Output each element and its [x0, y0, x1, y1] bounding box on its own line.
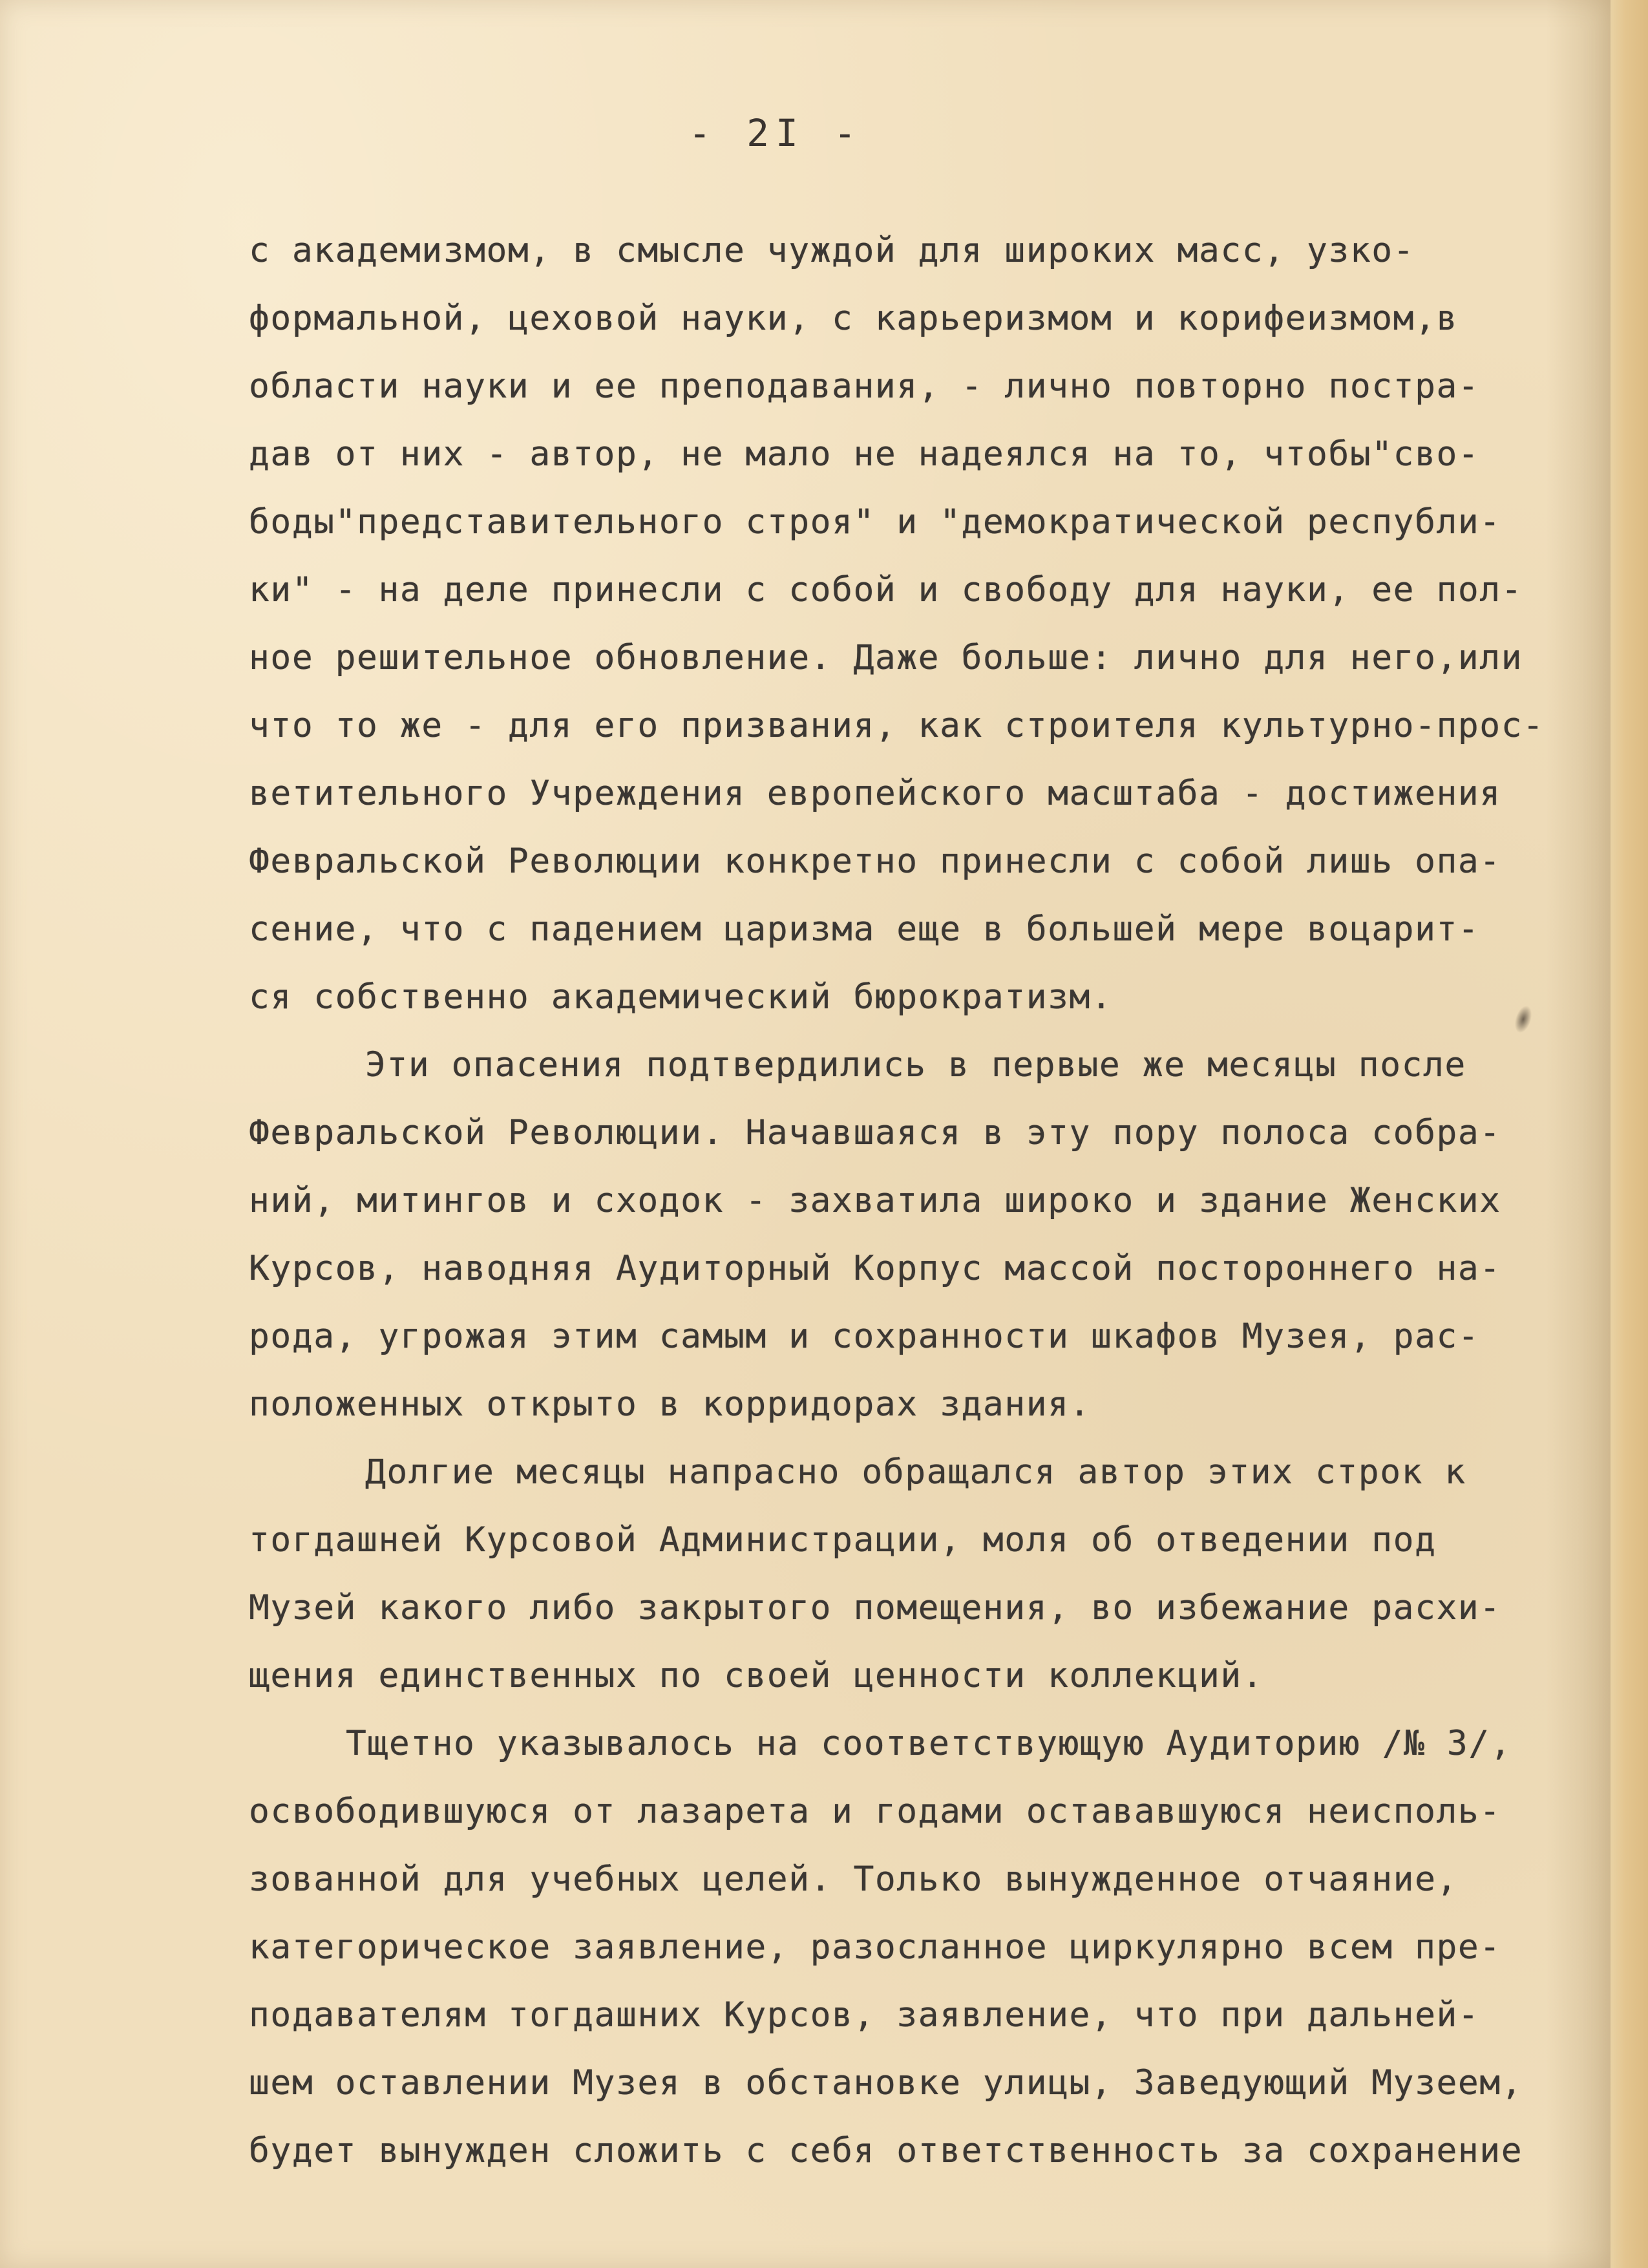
text-line: боды"представительного строя" и "демократической республи-	[249, 502, 1501, 542]
text-line: тогдашней Курсовой Администрации, моля об отведении под	[249, 1520, 1437, 1560]
text-line: ветительного Учреждения европейского масштаба - достижения	[249, 774, 1501, 813]
text-line: формальной, цеховой науки, с карьеризмом и корифеизмом,в	[249, 299, 1458, 338]
text-line: ное решительное обновление. Даже больше: лично для него,или	[249, 638, 1523, 677]
text-line: ся собственно академический бюрократизм.	[249, 977, 1113, 1017]
text-line: освободившуюся от лазарета и годами остававшуюся неисполь-	[249, 1792, 1501, 1831]
text-line: Февральской Революции конкретно принесли с собой лишь опа-	[249, 842, 1501, 881]
text-line: рода, угрожая этим самым и сохранности шкафов Музея, рас-	[249, 1317, 1480, 1356]
text-line: шем оставлении Музея в обстановке улицы, Заведующий Музеем,	[249, 2063, 1523, 2103]
text-line: Музей какого либо закрытого помещения, во избежание расхи-	[249, 1588, 1501, 1627]
text-line: Февральской Революции. Начавшаяся в эту пору полоса собра-	[249, 1113, 1501, 1152]
text-line: что то же - для его призвания, как строителя культурно-прос-	[249, 706, 1545, 745]
text-line: положенных открыто в корридорах здания.	[249, 1384, 1091, 1424]
text-line: щения единственных по своей ценности коллекций.	[249, 1656, 1264, 1695]
text-line: категорическое заявление, разосланное циркулярно всем пре-	[249, 1927, 1501, 1967]
paragraph-first-line: Долгие месяцы напрасно обращался автор этих строк к	[365, 1452, 1466, 1492]
text-line: зованной для учебных целей. Только вынужденное отчаяние,	[249, 1860, 1458, 1899]
text-line: будет вынужден сложить с себя ответственность за сохранение	[249, 2131, 1523, 2170]
text-line: сение, что с падением царизма еще в большей мере воцарит-	[249, 909, 1480, 949]
text-line: ки" - на деле принесли с собой и свободу для науки, ее пол-	[249, 570, 1523, 609]
paragraph-first-line: Эти опасения подтвердились в первые же месяцы после	[365, 1045, 1466, 1085]
text-line: области науки и ее преподавания, - лично повторно постра-	[249, 366, 1480, 406]
text-line: с академизмом, в смысле чуждой для широких масс, узко-	[249, 231, 1415, 270]
page-edge-strip	[1611, 0, 1648, 2268]
text-line: подавателям тогдашних Курсов, заявление, что при дальней-	[249, 1995, 1480, 2035]
page-number: - 2I -	[688, 111, 863, 155]
text-line: Курсов, наводняя Аудиторный Корпус массой постороннего на-	[249, 1249, 1501, 1288]
text-line: ний, митингов и сходок - захватила широко и здание Женских	[249, 1181, 1501, 1220]
typed-text-body	[249, 217, 1606, 2185]
text-line: дав от них - автор, не мало не надеялся на то, чтобы"сво-	[249, 434, 1480, 474]
paragraph-first-line: Тщетно указывалось на соответствующую Аудиторию /№ 3/,	[346, 1724, 1512, 1763]
